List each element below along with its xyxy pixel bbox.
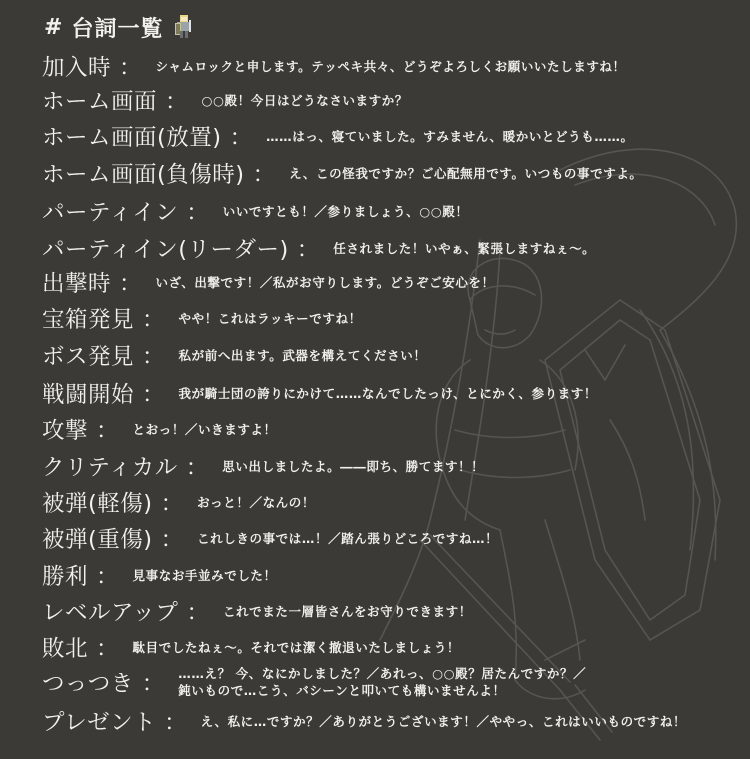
dialogue-line: ……え？ 今、なにかしました？／あれっ、○○殿？居たんですか？／ — [178, 666, 587, 681]
label-colon: ： — [164, 710, 187, 736]
dialogue-lines — [223, 203, 469, 220]
dialogue-line: 思い出しましたよ。――即ち、勝てます！！ — [222, 458, 485, 474]
dialogue-label: プレゼント — [42, 710, 157, 736]
label-colon: ： — [142, 382, 165, 408]
dialogue-line: え、この怪我ですか？ご心配無用です。いつもの事ですよ。 — [289, 165, 643, 181]
dialogue-line: シャムロックと申します。テッペキ共々、どうぞよろしくお願いいたしますね！ — [155, 58, 626, 74]
dialogue-lines — [202, 92, 408, 109]
label-colon: ： — [160, 491, 184, 517]
dialogue-row — [42, 413, 277, 445]
dialogue-label: 敗北 — [42, 636, 89, 662]
dialogue-line: これでまた一層皆さんをお守りできます！ — [222, 603, 472, 619]
dialogue-label: つっつき — [42, 671, 134, 697]
label-colon: ： — [160, 527, 184, 553]
label-colon: ： — [252, 162, 276, 188]
dialogue-row — [42, 522, 498, 554]
dialogue-label: レベルアップ — [42, 600, 179, 626]
dialogue-label: 被弾(重傷) — [42, 527, 153, 553]
label-colon: ： — [96, 418, 119, 444]
dialogue-label: 攻撃 — [42, 418, 89, 444]
dialogue-line: やや！これはラッキーですね！ — [178, 310, 362, 326]
dialogue-row — [42, 339, 426, 371]
dialogue-lines — [133, 567, 277, 584]
label-colon: ： — [141, 671, 165, 697]
label-colon: ： — [142, 307, 165, 333]
dialogue-lines — [178, 665, 586, 699]
dialogue-line: 任されました！いやぁ、緊張しますねぇ～。 — [333, 240, 596, 256]
dialogue-line: ○○殿！今日はどうなさいますか？ — [201, 92, 408, 108]
dialogue-lines — [223, 603, 472, 620]
dialogue-row — [42, 84, 408, 116]
dialogue-label: ホーム画面 — [42, 89, 158, 115]
dialogue-label: クリティカル — [42, 455, 178, 481]
label-colon: ： — [119, 271, 142, 297]
dialogue-row — [42, 120, 634, 152]
dialogue-row — [42, 705, 686, 737]
dialogue-label: パーティイン — [42, 200, 179, 226]
dialogue-lines — [156, 58, 626, 75]
dialogue-row — [42, 450, 484, 482]
page-title: 台詞一覧 — [71, 16, 164, 42]
dialogue-line: とおっ！／いきますよ！ — [132, 421, 277, 437]
dialogue-row — [42, 232, 595, 264]
dialogue-label: パーティイン(リーダー) — [42, 237, 289, 263]
dialogue-lines — [179, 310, 362, 327]
dialogue-label: ホーム画面(負傷時) — [42, 162, 245, 188]
dialogue-line: 我が騎士団の誇りにかけて……なんでしたっけ、とにかく、参ります！ — [178, 385, 597, 401]
dialogue-lines — [289, 165, 642, 182]
dialogue-label: ボス発見 — [42, 344, 135, 370]
dialogue-row — [42, 157, 643, 189]
dialogue-line: え、私に…ですか？／ありがとうございます！／ややっ、これはいいものですね！ — [200, 713, 687, 729]
dialogue-row — [42, 195, 468, 227]
dialogue-lines — [179, 347, 427, 364]
dialogue-lines — [133, 639, 461, 656]
dialogue-row — [42, 266, 495, 298]
dialogue-lines — [197, 530, 498, 547]
dialogue-label: 勝利 — [42, 564, 89, 590]
dialogue-lines — [156, 274, 495, 291]
dialogue-row — [42, 595, 472, 627]
dialogue-line: 駄目でしたねぇ～。それでは潔く撤退いたしましょう！ — [132, 639, 461, 655]
dialogue-lines — [201, 713, 686, 730]
label-colon: ： — [119, 55, 142, 81]
dialogue-line: おっと！／なんの！ — [197, 494, 315, 510]
dialogue-line: 見事なお手並みでした！ — [132, 567, 277, 583]
label-colon: ： — [229, 125, 253, 151]
dialogue-row — [42, 302, 362, 334]
dialogue-line: いざ、出撃です！／私がお守りします。どうぞご安心を！ — [155, 274, 495, 290]
dialogue-line: 鈍いもので…こう、バシーンと叩いても構いませんよ！ — [178, 683, 506, 698]
dialogue-line: 私が前へ出ます。武器を構えてください！ — [178, 347, 427, 363]
dialogue-lines — [333, 240, 595, 257]
dialogue-label: 被弾(軽傷) — [42, 491, 153, 517]
dialogue-lines — [133, 421, 277, 438]
dialogue-row — [42, 377, 597, 409]
dialogue-label: 出撃時 — [42, 271, 112, 297]
label-colon: ： — [186, 600, 209, 626]
label-colon: ： — [296, 237, 320, 263]
dialogue-row — [42, 50, 626, 82]
dialogue-line: ……はっ、寝ていました。すみません、暖かいとどうも……。 — [266, 128, 634, 144]
dialogue-label: ホーム画面(放置) — [42, 125, 222, 151]
label-colon: ： — [186, 200, 209, 226]
page-header — [44, 10, 195, 44]
label-colon: ： — [96, 636, 119, 662]
label-colon: ： — [185, 455, 209, 481]
label-colon: ： — [96, 564, 119, 590]
dialogue-line: これしきの事では…！／踏ん張りどころですね…！ — [197, 530, 499, 546]
knight-sprite-icon — [173, 14, 195, 40]
dialogue-line: いいですとも！／参りましょう、○○殿！ — [222, 203, 469, 219]
dialogue-label: 加入時 — [42, 55, 112, 81]
dialogue-row — [42, 631, 460, 663]
dialogue-lines — [179, 385, 597, 402]
header-hash: # — [44, 14, 64, 40]
dialogue-label: 戦闘開始 — [42, 382, 135, 408]
dialogue-row — [42, 486, 315, 518]
dialogue-lines — [197, 494, 315, 511]
dialogue-row — [42, 559, 277, 591]
dialogue-row — [42, 665, 586, 699]
dialogue-lines — [222, 458, 484, 475]
dialogue-label: 宝箱発見 — [42, 307, 135, 333]
dialogue-lines — [266, 128, 634, 145]
label-colon: ： — [165, 89, 188, 115]
label-colon: ： — [142, 344, 165, 370]
